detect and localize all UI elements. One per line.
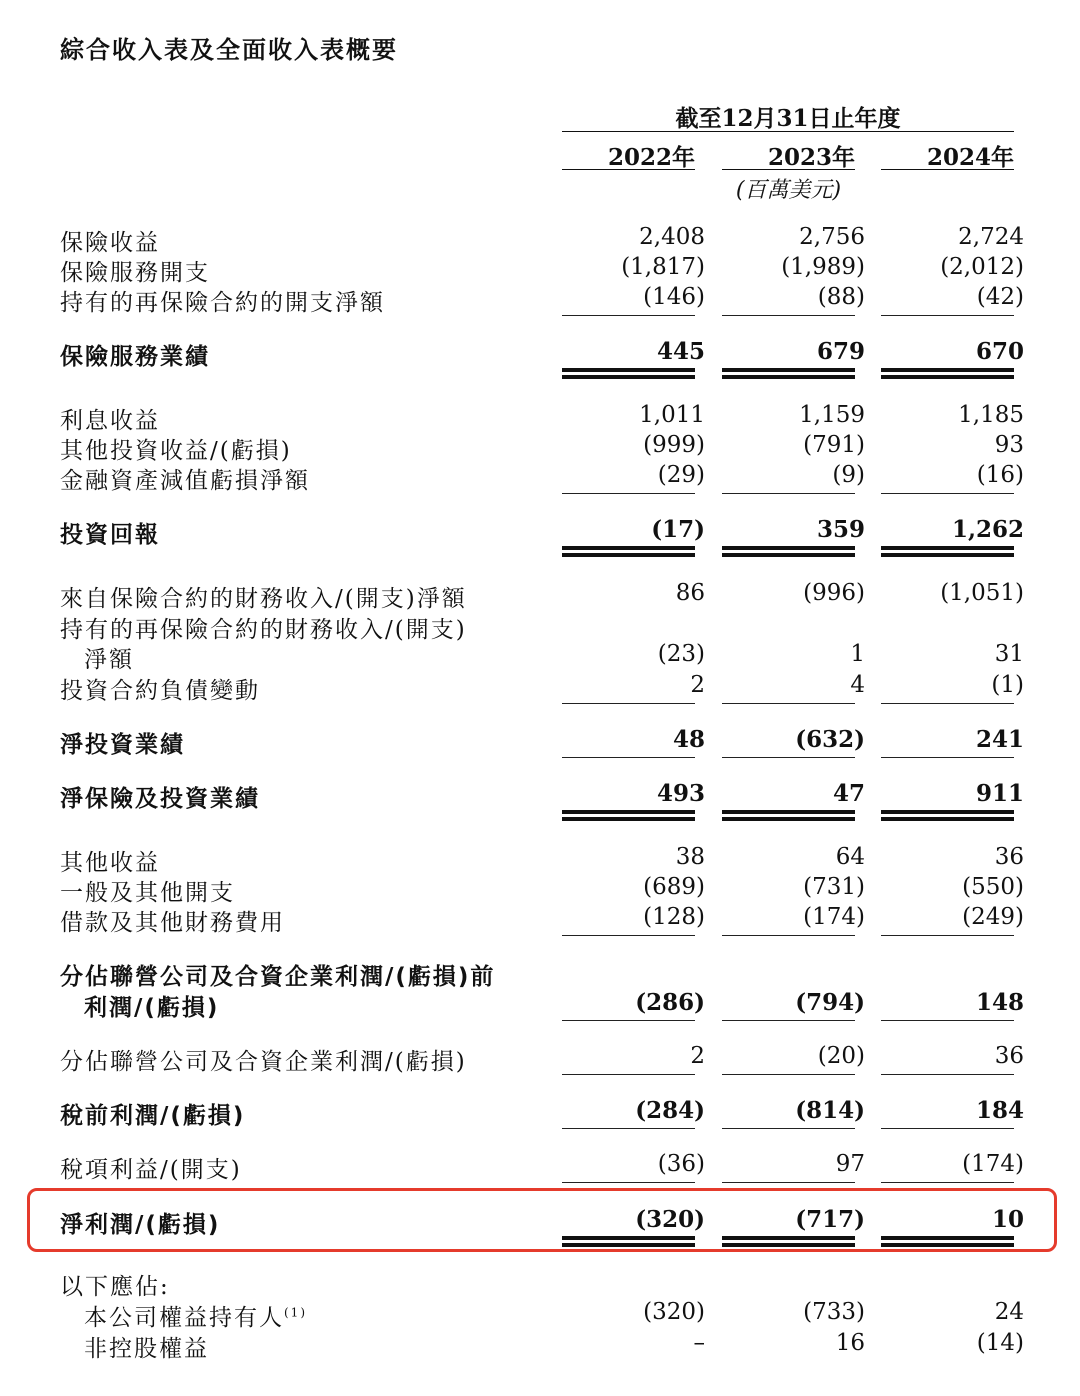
row-label-total: 投資回報 xyxy=(60,522,160,548)
subtotal-rule xyxy=(881,1074,1014,1075)
cell-2023: (717) xyxy=(795,1206,865,1233)
subtotal-rule xyxy=(562,1020,695,1021)
cell-2023: (632) xyxy=(795,726,865,753)
cell-2024: (1,051) xyxy=(940,580,1024,606)
total-double-rule xyxy=(722,810,855,821)
cell-2024: 36 xyxy=(994,844,1024,870)
cell-2023: 47 xyxy=(832,780,865,807)
page-title: 綜合收入表及全面收入表概要 xyxy=(60,36,398,64)
header-rule xyxy=(562,131,1014,132)
year-2023-header: 2023年 xyxy=(767,144,855,171)
cell-2024: 1,262 xyxy=(951,516,1024,543)
year-rule xyxy=(881,169,1014,170)
cell-2023: 359 xyxy=(816,516,865,543)
total-double-rule xyxy=(562,546,695,557)
cell-2023: 1,159 xyxy=(799,402,865,428)
subtotal-rule xyxy=(881,315,1014,316)
row-label: 持有的再保險合約的開支淨額 xyxy=(60,290,385,316)
subtotal-rule xyxy=(562,1182,695,1183)
cell-2023: (733) xyxy=(803,1299,865,1325)
row-label-continued: 利潤/(虧損) xyxy=(84,995,220,1021)
cell-2024: 24 xyxy=(994,1299,1024,1325)
row-label: 其他收益 xyxy=(60,850,160,876)
cell-2024: 31 xyxy=(994,641,1024,667)
total-double-rule xyxy=(562,1236,695,1247)
cell-2024: (174) xyxy=(962,1151,1024,1177)
subtotal-rule xyxy=(562,493,695,494)
cell-2023: (1,989) xyxy=(781,254,865,280)
subtotal-rule xyxy=(881,493,1014,494)
subtotal-rule xyxy=(881,1182,1014,1183)
footnote-marker: (1) xyxy=(284,1305,307,1320)
cell-2022: 38 xyxy=(675,844,705,870)
cell-2022: 445 xyxy=(656,338,705,365)
cell-2024: (550) xyxy=(962,874,1024,900)
cell-2022: (36) xyxy=(657,1151,705,1177)
cell-2022: 493 xyxy=(656,780,705,807)
cell-2023: 1 xyxy=(850,641,865,667)
cell-2023: 64 xyxy=(835,844,865,870)
subtotal-rule xyxy=(881,935,1014,936)
cell-2023: (731) xyxy=(803,874,865,900)
subtotal-rule xyxy=(722,1020,855,1021)
total-double-rule xyxy=(722,546,855,557)
row-label: 金融資產減值虧損淨額 xyxy=(60,468,310,494)
cell-2022: (320) xyxy=(643,1299,705,1325)
row-label: 保險收益 xyxy=(60,230,160,256)
total-double-rule xyxy=(881,1236,1014,1247)
row-label: 本公司權益持有人$^{(1)}$ xyxy=(84,1305,307,1331)
cell-2023: (20) xyxy=(817,1043,865,1069)
total-double-rule xyxy=(881,810,1014,821)
cell-2022: (286) xyxy=(635,989,705,1016)
subtotal-rule xyxy=(722,315,855,316)
total-double-rule xyxy=(881,546,1014,557)
subtotal-rule xyxy=(562,703,695,704)
row-label-total: 分佔聯營公司及合資企業利潤/(虧損)前 xyxy=(60,964,496,990)
cell-2024: 911 xyxy=(975,780,1024,807)
cell-2022: 86 xyxy=(675,580,705,606)
row-label-total: 稅前利潤/(虧損) xyxy=(60,1103,246,1129)
subtotal-rule xyxy=(562,1128,695,1129)
cell-2022: (23) xyxy=(657,641,705,667)
row-label: 非控股權益 xyxy=(84,1336,209,1362)
year-2024-header: 2024年 xyxy=(926,144,1014,171)
cell-2024: 184 xyxy=(975,1097,1024,1124)
cell-2023: (9) xyxy=(832,462,865,488)
row-label: 分佔聯營公司及合資企業利潤/(虧損) xyxy=(60,1049,467,1075)
cell-2024: (249) xyxy=(962,904,1024,930)
cell-2023: 97 xyxy=(835,1151,865,1177)
cell-2022: (320) xyxy=(635,1206,705,1233)
cell-2023: 4 xyxy=(850,672,865,698)
row-label: 一般及其他開支 xyxy=(60,880,235,906)
cell-2022: 2 xyxy=(690,1043,705,1069)
row-label: 保險服務開支 xyxy=(60,260,210,286)
year-rule xyxy=(722,169,855,170)
row-label: 投資合約負債變動 xyxy=(60,678,260,704)
cell-2023: (174) xyxy=(803,904,865,930)
cell-2022: 2,408 xyxy=(639,224,705,250)
row-label: 借款及其他財務費用 xyxy=(60,910,285,936)
cell-2023: 679 xyxy=(816,338,865,365)
subtotal-rule xyxy=(562,1074,695,1075)
total-double-rule xyxy=(562,368,695,379)
cell-2022: 1,011 xyxy=(639,402,705,428)
cell-2022: 2 xyxy=(690,672,705,698)
cell-2022: 48 xyxy=(672,726,705,753)
subtotal-rule xyxy=(562,757,695,758)
subtotal-rule xyxy=(722,1182,855,1183)
total-double-rule xyxy=(722,368,855,379)
subtotal-rule xyxy=(722,1074,855,1075)
cell-2022: (17) xyxy=(651,516,705,543)
subtotal-rule xyxy=(722,703,855,704)
row-label-continued: 淨額 xyxy=(84,647,134,673)
cell-2024: 93 xyxy=(994,432,1024,458)
total-double-rule xyxy=(881,368,1014,379)
cell-2022: (284) xyxy=(635,1097,705,1124)
cell-2022: (128) xyxy=(643,904,705,930)
cell-2024: (1) xyxy=(991,672,1024,698)
cell-2024: (14) xyxy=(976,1330,1024,1356)
subtotal-rule xyxy=(881,703,1014,704)
cell-2023: (88) xyxy=(817,284,865,310)
cell-2023: (996) xyxy=(803,580,865,606)
cell-2022: (146) xyxy=(643,284,705,310)
cell-2024: 241 xyxy=(975,726,1024,753)
unit-label: (百萬美元) xyxy=(735,178,842,203)
cell-2024: (16) xyxy=(976,462,1024,488)
subtotal-rule xyxy=(881,1020,1014,1021)
row-label-total: 淨利潤/(虧損) xyxy=(60,1212,221,1238)
cell-2024: (2,012) xyxy=(940,254,1024,280)
subtotal-rule xyxy=(562,935,695,936)
cell-2023: (814) xyxy=(795,1097,865,1124)
subtotal-rule xyxy=(722,493,855,494)
row-label: 利息收益 xyxy=(60,408,160,434)
cell-2022: (1,817) xyxy=(621,254,705,280)
row-label: 稅項利益/(開支) xyxy=(60,1157,242,1183)
row-label: 其他投資收益/(虧損) xyxy=(60,438,292,464)
subtotal-rule xyxy=(722,757,855,758)
cell-2024: 10 xyxy=(991,1206,1024,1233)
cell-2024: (42) xyxy=(976,284,1024,310)
cell-2022: – xyxy=(693,1330,705,1356)
subtotal-rule xyxy=(722,1128,855,1129)
cell-2024: 2,724 xyxy=(958,224,1024,250)
cell-2023: 16 xyxy=(835,1330,865,1356)
cell-2022: (689) xyxy=(643,874,705,900)
cell-2022: (29) xyxy=(657,462,705,488)
subtotal-rule xyxy=(722,935,855,936)
cell-2023: (794) xyxy=(795,989,865,1016)
total-double-rule xyxy=(562,810,695,821)
cell-2024: 148 xyxy=(975,989,1024,1016)
cell-2024: 36 xyxy=(994,1043,1024,1069)
subtotal-rule xyxy=(881,1128,1014,1129)
subtotal-rule xyxy=(562,315,695,316)
row-label: 持有的再保險合約的財務收入/(開支) xyxy=(60,617,467,643)
row-label: 來自保險合約的財務收入/(開支)淨額 xyxy=(60,586,467,612)
row-label-total: 淨投資業績 xyxy=(60,732,185,758)
cell-2023: 2,756 xyxy=(799,224,865,250)
row-label-total: 淨保險及投資業績 xyxy=(60,786,260,812)
year-rule xyxy=(562,169,695,170)
year-2022-header: 2022年 xyxy=(607,144,695,171)
row-label: 以下應佔: xyxy=(60,1274,170,1300)
cell-2024: 1,185 xyxy=(958,402,1024,428)
cell-2023: (791) xyxy=(803,432,865,458)
total-double-rule xyxy=(722,1236,855,1247)
row-label-total: 保險服務業績 xyxy=(60,344,210,370)
cell-2024: 670 xyxy=(975,338,1024,365)
period-header: 截至12月31日止年度 xyxy=(675,105,901,132)
subtotal-rule xyxy=(881,757,1014,758)
cell-2022: (999) xyxy=(643,432,705,458)
